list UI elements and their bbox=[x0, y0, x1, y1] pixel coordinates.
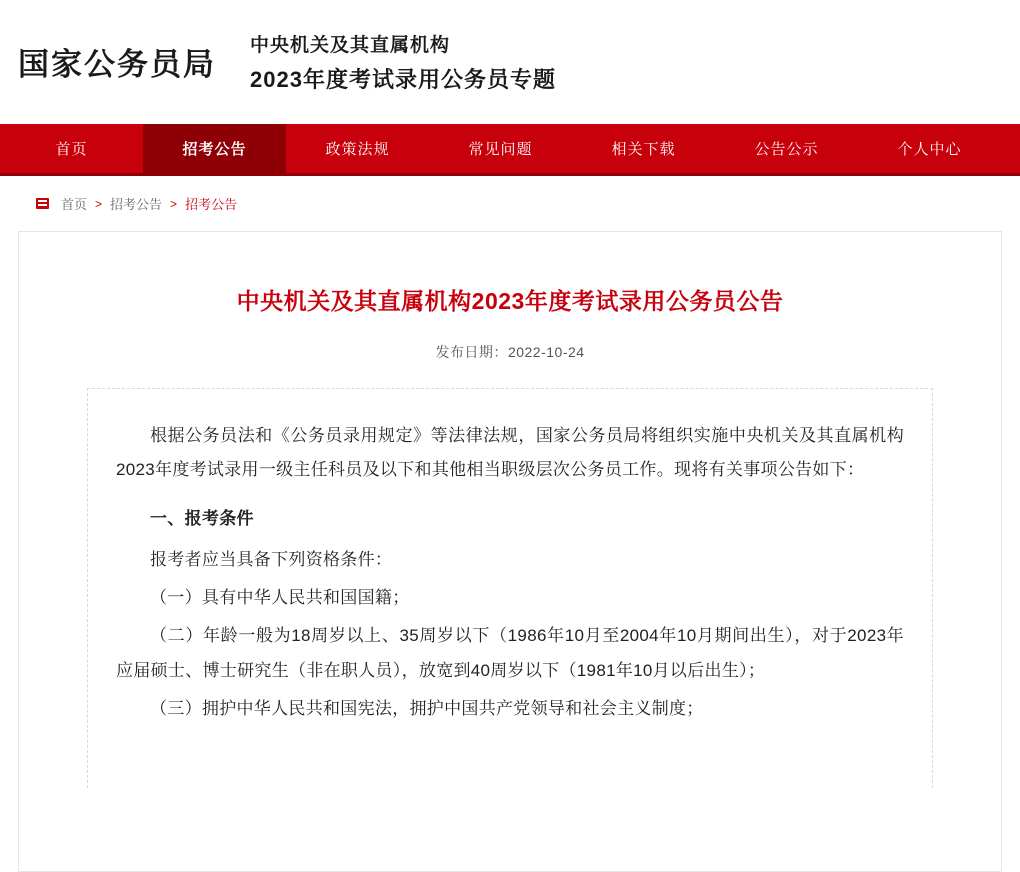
content-container bbox=[0, 232, 1020, 872]
site-brand-subtitle bbox=[250, 30, 556, 94]
breadcrumb bbox=[18, 176, 1002, 232]
breadcrumb-separator-2: > bbox=[170, 196, 178, 211]
breadcrumb-item-announcements[interactable]: 招考公告 bbox=[110, 197, 163, 212]
breadcrumb-container bbox=[0, 176, 1020, 232]
breadcrumb-item-home[interactable]: 首页 bbox=[61, 197, 88, 212]
article-section-heading: 一、报考条件 bbox=[150, 509, 254, 529]
article-paragraph: （二）年龄一般为18周岁以上、35周岁以下（1986年10月至2004年10月期间出生），对于2023年应届硕士、博士研究生（非在职人员），放宽到40周岁以下（1981年10月以后出生）； bbox=[116, 625, 904, 680]
nav-item-public-notices[interactable]: 公告公示 bbox=[754, 141, 819, 158]
breadcrumb-separator-1: > bbox=[95, 196, 103, 211]
nav-item-recruitment-announcements[interactable]: 招考公告 bbox=[143, 124, 286, 173]
publish-date-value: 2022-10-24 bbox=[507, 343, 585, 360]
article-paragraph: 报考者应当具备下列资格条件： bbox=[150, 550, 393, 570]
article-paragraph: 根据公务员法和《公务员录用规定》等法律法规，国家公务员局将组织实施中央机关及其直属机构2023年度考试录用一级主任科员及以下和其他相当职级层次公务员工作。现将有关事项公告如下： bbox=[116, 425, 904, 480]
nav-item-home[interactable]: 首页 bbox=[55, 141, 88, 158]
main-navigation bbox=[0, 124, 1020, 176]
publish-date bbox=[19, 342, 1001, 362]
home-icon bbox=[36, 198, 49, 209]
breadcrumb-item-current: 招考公告 bbox=[185, 197, 238, 212]
nav-item-policies-regulations[interactable]: 政策法规 bbox=[325, 141, 390, 158]
publish-date-label: 发布日期： bbox=[435, 343, 508, 360]
brand-subtitle-line-2: 2023年度考试录用公务员专题 bbox=[250, 67, 556, 92]
article-card bbox=[18, 232, 1002, 872]
article-body bbox=[87, 388, 933, 788]
site-header bbox=[0, 0, 1020, 124]
nav-item-faq[interactable]: 常见问题 bbox=[468, 141, 533, 158]
article-paragraph: （一）具有中华人民共和国国籍； bbox=[150, 587, 410, 607]
nav-item-downloads[interactable]: 相关下载 bbox=[611, 141, 676, 158]
article-paragraph: （三）拥护中华人民共和国宪法，拥护中国共产党领导和社会主义制度； bbox=[150, 698, 704, 718]
brand-subtitle-line-1: 中央机关及其直属机构 bbox=[250, 35, 451, 56]
nav-item-personal-center[interactable]: 个人中心 bbox=[897, 141, 962, 158]
site-brand-title: 国家公务员局 bbox=[18, 46, 216, 82]
page-title: 中央机关及其直属机构2023年度考试录用公务员公告 bbox=[236, 288, 784, 315]
